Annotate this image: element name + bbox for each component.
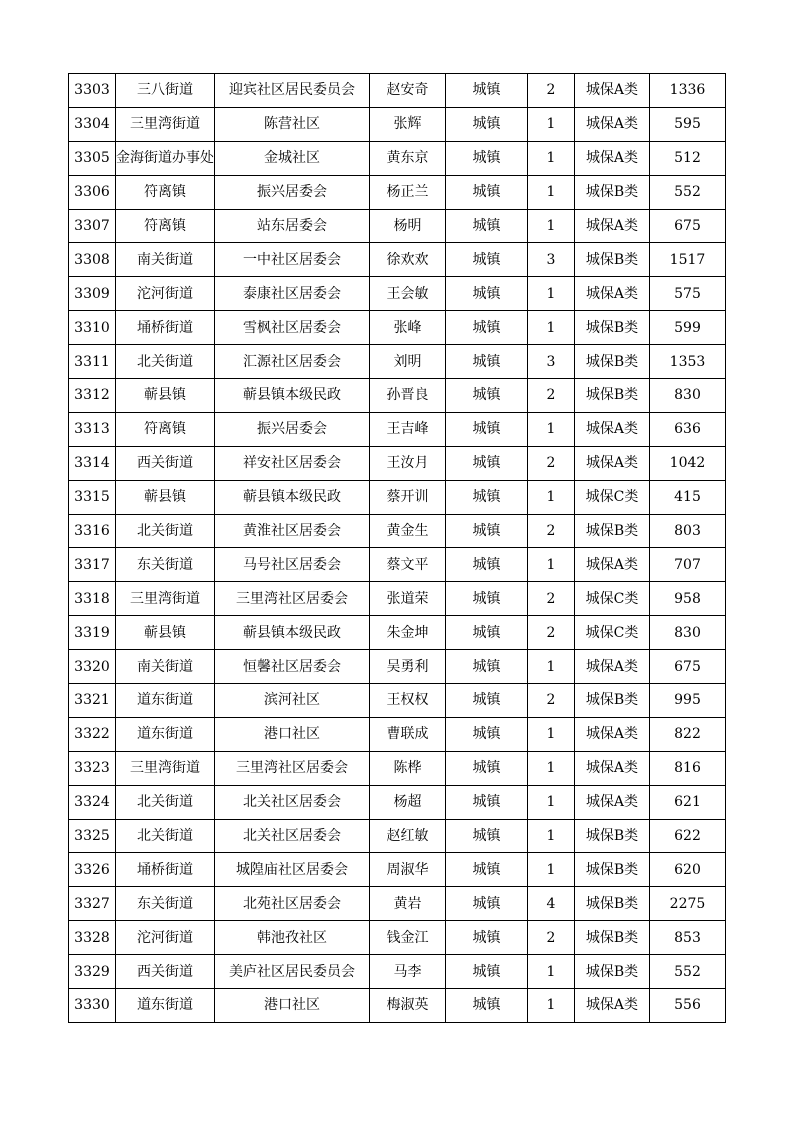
cell-count: 1: [528, 751, 575, 785]
cell-amount: 1336: [650, 74, 726, 108]
cell-count: 1: [528, 853, 575, 887]
table-row: [69, 412, 726, 446]
cell-street: 道东街道: [116, 684, 215, 718]
cell-amount: 595: [650, 107, 726, 141]
table-row: [69, 107, 726, 141]
cell-category: 城保A类: [575, 446, 650, 480]
cell-area: 城镇: [446, 582, 528, 616]
cell-count: 2: [528, 74, 575, 108]
cell-area: 城镇: [446, 141, 528, 175]
cell-street: 东关街道: [116, 548, 215, 582]
table-row: [69, 684, 726, 718]
cell-street: 道东街道: [116, 717, 215, 751]
cell-name: 杨超: [370, 785, 446, 819]
cell-area: 城镇: [446, 785, 528, 819]
cell-id: 3320: [69, 650, 116, 684]
table-row: [69, 887, 726, 921]
cell-count: 1: [528, 650, 575, 684]
cell-community: 港口社区: [215, 989, 370, 1023]
cell-street: 北关街道: [116, 785, 215, 819]
cell-area: 城镇: [446, 514, 528, 548]
cell-street: 符离镇: [116, 412, 215, 446]
cell-area: 城镇: [446, 819, 528, 853]
cell-name: 张峰: [370, 311, 446, 345]
table-row: [69, 819, 726, 853]
cell-community: 振兴居委会: [215, 175, 370, 209]
cell-community: 迎宾社区居民委员会: [215, 74, 370, 108]
cell-name: 蔡文平: [370, 548, 446, 582]
cell-community: 三里湾社区居委会: [215, 582, 370, 616]
cell-amount: 2275: [650, 887, 726, 921]
cell-count: 1: [528, 548, 575, 582]
cell-street: 蕲县镇: [116, 379, 215, 413]
cell-street: 沱河街道: [116, 277, 215, 311]
cell-community: 蕲县镇本级民政: [215, 616, 370, 650]
cell-amount: 853: [650, 921, 726, 955]
cell-category: 城保B类: [575, 379, 650, 413]
cell-id: 3303: [69, 74, 116, 108]
cell-category: 城保B类: [575, 311, 650, 345]
cell-count: 1: [528, 412, 575, 446]
cell-category: 城保B类: [575, 853, 650, 887]
cell-category: 城保A类: [575, 650, 650, 684]
cell-category: 城保B类: [575, 514, 650, 548]
cell-community: 三里湾社区居委会: [215, 751, 370, 785]
cell-street: 符离镇: [116, 209, 215, 243]
cell-id: 3311: [69, 345, 116, 379]
cell-area: 城镇: [446, 955, 528, 989]
cell-count: 2: [528, 616, 575, 650]
cell-community: 蕲县镇本级民政: [215, 480, 370, 514]
cell-community: 城隍庙社区居委会: [215, 853, 370, 887]
cell-name: 孙晋良: [370, 379, 446, 413]
cell-name: 王权权: [370, 684, 446, 718]
cell-area: 城镇: [446, 616, 528, 650]
cell-area: 城镇: [446, 345, 528, 379]
cell-id: 3328: [69, 921, 116, 955]
cell-street: 南关街道: [116, 650, 215, 684]
cell-area: 城镇: [446, 74, 528, 108]
cell-name: 徐欢欢: [370, 243, 446, 277]
cell-category: 城保B类: [575, 819, 650, 853]
cell-street: 埇桥街道: [116, 311, 215, 345]
cell-amount: 830: [650, 379, 726, 413]
cell-community: 滨河社区: [215, 684, 370, 718]
cell-id: 3305: [69, 141, 116, 175]
cell-category: 城保B类: [575, 345, 650, 379]
cell-name: 吴勇利: [370, 650, 446, 684]
cell-amount: 599: [650, 311, 726, 345]
cell-category: 城保A类: [575, 989, 650, 1023]
cell-community: 北关社区居委会: [215, 819, 370, 853]
records-table-body: [69, 74, 726, 1023]
cell-name: 钱金江: [370, 921, 446, 955]
cell-name: 朱金坤: [370, 616, 446, 650]
cell-count: 1: [528, 717, 575, 751]
table-row: [69, 209, 726, 243]
cell-name: 王会敏: [370, 277, 446, 311]
cell-id: 3306: [69, 175, 116, 209]
cell-id: 3326: [69, 853, 116, 887]
cell-amount: 575: [650, 277, 726, 311]
cell-id: 3308: [69, 243, 116, 277]
cell-count: 1: [528, 480, 575, 514]
table-row: [69, 785, 726, 819]
table-row: [69, 582, 726, 616]
cell-name: 赵安奇: [370, 74, 446, 108]
cell-amount: 621: [650, 785, 726, 819]
cell-id: 3319: [69, 616, 116, 650]
table-row: [69, 853, 726, 887]
table-row: [69, 751, 726, 785]
cell-id: 3309: [69, 277, 116, 311]
cell-amount: 803: [650, 514, 726, 548]
cell-id: 3323: [69, 751, 116, 785]
cell-amount: 995: [650, 684, 726, 718]
cell-community: 泰康社区居委会: [215, 277, 370, 311]
cell-id: 3314: [69, 446, 116, 480]
table-row: [69, 548, 726, 582]
cell-amount: 675: [650, 209, 726, 243]
cell-amount: 622: [650, 819, 726, 853]
cell-amount: 636: [650, 412, 726, 446]
cell-area: 城镇: [446, 209, 528, 243]
cell-count: 1: [528, 955, 575, 989]
cell-name: 杨正兰: [370, 175, 446, 209]
cell-street: 三八街道: [116, 74, 215, 108]
table-row: [69, 243, 726, 277]
cell-community: 北苑社区居委会: [215, 887, 370, 921]
cell-community: 一中社区居委会: [215, 243, 370, 277]
cell-category: 城保A类: [575, 107, 650, 141]
cell-count: 1: [528, 141, 575, 175]
cell-name: 王汝月: [370, 446, 446, 480]
cell-category: 城保A类: [575, 74, 650, 108]
table-row: [69, 345, 726, 379]
cell-amount: 552: [650, 175, 726, 209]
cell-count: 4: [528, 887, 575, 921]
cell-area: 城镇: [446, 989, 528, 1023]
cell-count: 2: [528, 379, 575, 413]
table-row: [69, 717, 726, 751]
cell-area: 城镇: [446, 412, 528, 446]
cell-name: 蔡开训: [370, 480, 446, 514]
cell-id: 3317: [69, 548, 116, 582]
cell-amount: 552: [650, 955, 726, 989]
cell-area: 城镇: [446, 311, 528, 345]
cell-count: 1: [528, 175, 575, 209]
cell-name: 马李: [370, 955, 446, 989]
cell-amount: 1042: [650, 446, 726, 480]
cell-community: 汇源社区居委会: [215, 345, 370, 379]
cell-street: 西关街道: [116, 955, 215, 989]
cell-community: 马号社区居委会: [215, 548, 370, 582]
cell-name: 梅淑英: [370, 989, 446, 1023]
cell-name: 陈桦: [370, 751, 446, 785]
cell-category: 城保B类: [575, 921, 650, 955]
cell-area: 城镇: [446, 921, 528, 955]
table-row: [69, 480, 726, 514]
table-row: [69, 175, 726, 209]
cell-count: 1: [528, 785, 575, 819]
cell-category: 城保A类: [575, 785, 650, 819]
cell-street: 蕲县镇: [116, 480, 215, 514]
cell-category: 城保A类: [575, 412, 650, 446]
cell-street: 三里湾街道: [116, 751, 215, 785]
cell-street: 南关街道: [116, 243, 215, 277]
cell-count: 2: [528, 514, 575, 548]
cell-area: 城镇: [446, 480, 528, 514]
cell-count: 1: [528, 311, 575, 345]
cell-name: 赵红敏: [370, 819, 446, 853]
cell-name: 张辉: [370, 107, 446, 141]
cell-community: 蕲县镇本级民政: [215, 379, 370, 413]
cell-street: 埇桥街道: [116, 853, 215, 887]
cell-amount: 556: [650, 989, 726, 1023]
table-row: [69, 446, 726, 480]
cell-count: 2: [528, 446, 575, 480]
cell-street: 符离镇: [116, 175, 215, 209]
cell-street: 三里湾街道: [116, 107, 215, 141]
cell-street: 西关街道: [116, 446, 215, 480]
cell-community: 陈营社区: [215, 107, 370, 141]
cell-community: 恒馨社区居委会: [215, 650, 370, 684]
table-row: [69, 311, 726, 345]
cell-amount: 1353: [650, 345, 726, 379]
cell-category: 城保B类: [575, 955, 650, 989]
cell-name: 刘明: [370, 345, 446, 379]
cell-area: 城镇: [446, 446, 528, 480]
cell-count: 2: [528, 684, 575, 718]
cell-count: 2: [528, 921, 575, 955]
cell-area: 城镇: [446, 717, 528, 751]
cell-street: 北关街道: [116, 345, 215, 379]
cell-category: 城保A类: [575, 141, 650, 175]
cell-street: 道东街道: [116, 989, 215, 1023]
cell-id: 3312: [69, 379, 116, 413]
cell-community: 黄淮社区居委会: [215, 514, 370, 548]
cell-street: 三里湾街道: [116, 582, 215, 616]
cell-amount: 512: [650, 141, 726, 175]
cell-count: 1: [528, 277, 575, 311]
cell-count: 1: [528, 989, 575, 1023]
cell-amount: 958: [650, 582, 726, 616]
cell-street: 东关街道: [116, 887, 215, 921]
cell-count: 3: [528, 345, 575, 379]
cell-category: 城保B类: [575, 887, 650, 921]
cell-area: 城镇: [446, 277, 528, 311]
cell-category: 城保A类: [575, 277, 650, 311]
cell-name: 张道荣: [370, 582, 446, 616]
table-row: [69, 514, 726, 548]
cell-community: 振兴居委会: [215, 412, 370, 446]
cell-category: 城保A类: [575, 548, 650, 582]
cell-category: 城保B类: [575, 684, 650, 718]
cell-community: 站东居委会: [215, 209, 370, 243]
cell-name: 周淑华: [370, 853, 446, 887]
table-row: [69, 141, 726, 175]
cell-count: 2: [528, 582, 575, 616]
cell-count: 3: [528, 243, 575, 277]
cell-area: 城镇: [446, 650, 528, 684]
cell-id: 3315: [69, 480, 116, 514]
cell-amount: 675: [650, 650, 726, 684]
cell-id: 3330: [69, 989, 116, 1023]
cell-community: 祥安社区居委会: [215, 446, 370, 480]
cell-amount: 830: [650, 616, 726, 650]
cell-id: 3310: [69, 311, 116, 345]
cell-area: 城镇: [446, 107, 528, 141]
cell-category: 城保B类: [575, 243, 650, 277]
cell-area: 城镇: [446, 684, 528, 718]
cell-category: 城保B类: [575, 175, 650, 209]
cell-area: 城镇: [446, 243, 528, 277]
cell-name: 曹联成: [370, 717, 446, 751]
cell-id: 3322: [69, 717, 116, 751]
cell-street: 蕲县镇: [116, 616, 215, 650]
cell-name: 黄东京: [370, 141, 446, 175]
cell-amount: 415: [650, 480, 726, 514]
cell-community: 雪枫社区居委会: [215, 311, 370, 345]
table-row: [69, 379, 726, 413]
records-table: [68, 73, 726, 1023]
cell-id: 3304: [69, 107, 116, 141]
cell-id: 3321: [69, 684, 116, 718]
cell-category: 城保A类: [575, 717, 650, 751]
cell-amount: 1517: [650, 243, 726, 277]
cell-community: 金城社区: [215, 141, 370, 175]
table-row: [69, 74, 726, 108]
cell-name: 王吉峰: [370, 412, 446, 446]
cell-area: 城镇: [446, 751, 528, 785]
cell-id: 3327: [69, 887, 116, 921]
cell-count: 1: [528, 107, 575, 141]
cell-street: 金海街道办事处: [116, 141, 215, 175]
cell-area: 城镇: [446, 175, 528, 209]
table-row: [69, 277, 726, 311]
cell-category: 城保C类: [575, 616, 650, 650]
cell-id: 3313: [69, 412, 116, 446]
cell-street: 北关街道: [116, 514, 215, 548]
cell-id: 3324: [69, 785, 116, 819]
cell-area: 城镇: [446, 548, 528, 582]
cell-name: 黄金生: [370, 514, 446, 548]
table-row: [69, 921, 726, 955]
table-row: [69, 650, 726, 684]
cell-category: 城保A类: [575, 209, 650, 243]
cell-count: 1: [528, 819, 575, 853]
cell-amount: 707: [650, 548, 726, 582]
cell-amount: 620: [650, 853, 726, 887]
cell-street: 北关街道: [116, 819, 215, 853]
cell-category: 城保C类: [575, 480, 650, 514]
cell-area: 城镇: [446, 853, 528, 887]
cell-community: 美庐社区居民委员会: [215, 955, 370, 989]
cell-amount: 816: [650, 751, 726, 785]
table-row: [69, 616, 726, 650]
cell-community: 港口社区: [215, 717, 370, 751]
cell-id: 3325: [69, 819, 116, 853]
cell-count: 1: [528, 209, 575, 243]
cell-category: 城保A类: [575, 751, 650, 785]
cell-community: 北关社区居委会: [215, 785, 370, 819]
cell-area: 城镇: [446, 379, 528, 413]
cell-area: 城镇: [446, 887, 528, 921]
cell-id: 3329: [69, 955, 116, 989]
cell-category: 城保C类: [575, 582, 650, 616]
cell-name: 黄岩: [370, 887, 446, 921]
table-row: [69, 989, 726, 1023]
cell-id: 3316: [69, 514, 116, 548]
cell-street: 沱河街道: [116, 921, 215, 955]
cell-id: 3318: [69, 582, 116, 616]
table-row: [69, 955, 726, 989]
cell-amount: 822: [650, 717, 726, 751]
cell-id: 3307: [69, 209, 116, 243]
cell-name: 杨明: [370, 209, 446, 243]
cell-community: 韩池孜社区: [215, 921, 370, 955]
